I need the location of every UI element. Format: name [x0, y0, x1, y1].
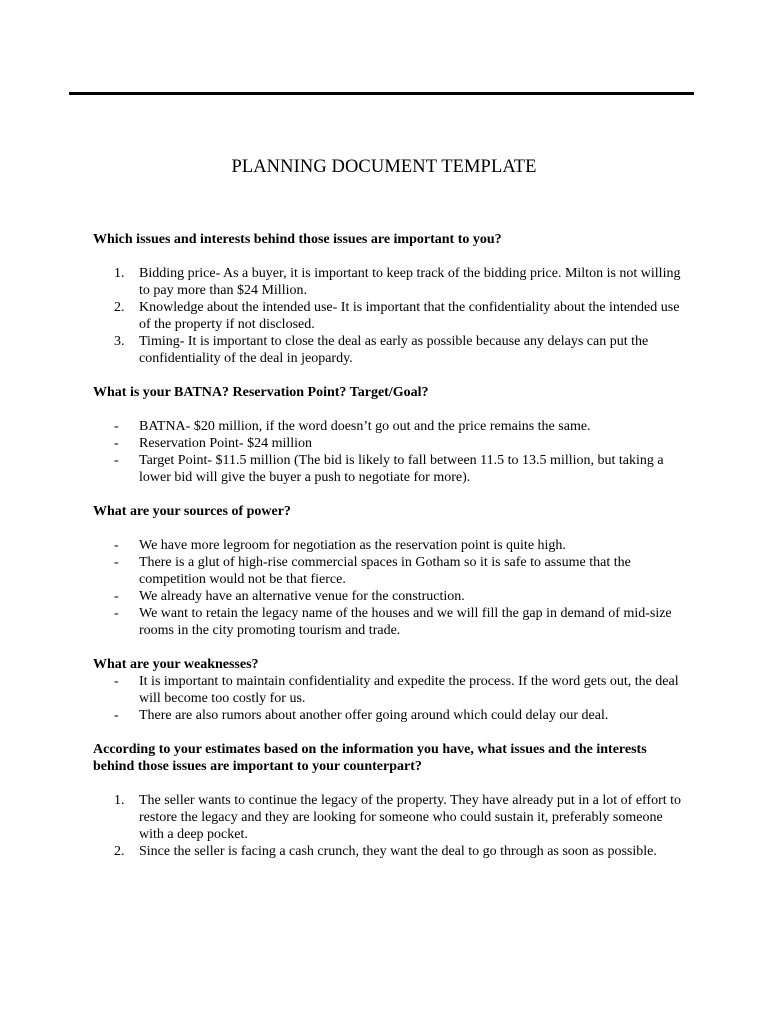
section-heading-power: What are your sources of power?	[93, 504, 291, 519]
list-item: 2. Since the seller is facing a cash crunch, they want the deal to go through as soon as possible.	[114, 844, 657, 859]
section-heading-weaknesses: What are your weaknesses?	[93, 657, 259, 672]
list-item: - There is a glut of high-rise commercial spaces in Gotham so it is safe to assume that the competition would not be that fierce.	[114, 555, 631, 587]
list-item: - We want to retain the legacy name of the houses and we will fill the gap in demand of mid-size rooms in the city promoting tourism and trade.	[114, 606, 672, 638]
section-heading-issues: Which issues and interests behind those issues are important to you?	[93, 232, 502, 247]
list-item: - We already have an alternative venue for the construction.	[114, 589, 465, 604]
section-heading-batna: What is your BATNA? Reservation Point? Target/Goal?	[93, 385, 429, 400]
section-heading-counterpart: According to your estimates based on the information you have, what issues and the interests behind those issues are important to your counterpart?	[93, 742, 647, 774]
header-rule	[69, 92, 694, 95]
list-item: - Reservation Point- $24 million	[114, 436, 313, 451]
list-item: 1. Bidding price- As a buyer, it is important to keep track of the bidding price. Milton is not willing to pay more than $24 Million.	[114, 266, 681, 298]
batna-list	[93, 418, 683, 486]
document-body	[93, 231, 683, 860]
list-item: 1. The seller wants to continue the legacy of the property. They have already put in a lot of effort to restore the legacy and they are looking for someone who could sustain it, preferably someone with a deep pocket.	[114, 793, 682, 842]
list-item: - BATNA- $20 million, if the word doesn’t go out and the price remains the same.	[114, 419, 591, 434]
list-item: - There are also rumors about another offer going around which could delay our deal.	[114, 708, 609, 723]
counterpart-list	[93, 792, 683, 860]
document-title: PLANNING DOCUMENT TEMPLATE	[231, 157, 537, 177]
list-item: - We have more legroom for negotiation as the reservation point is quite high.	[114, 538, 566, 553]
list-item: - Target Point- $11.5 million (The bid is likely to fall between 11.5 to 13.5 million, but taking a lower bid will give the buyer a push to negotiate for more).	[114, 453, 664, 485]
weaknesses-list	[93, 673, 683, 724]
list-item: 2. Knowledge about the intended use- It is important that the confidentiality about the intended use of the property if not disclosed.	[114, 300, 680, 332]
list-item: - It is important to maintain confidentiality and expedite the process. If the word gets out, the deal will become too costly for us.	[114, 674, 679, 706]
issues-list	[93, 265, 683, 367]
power-list	[93, 537, 683, 639]
list-item: 3. Timing- It is important to close the deal as early as possible because any delays can put the confidentiality of the deal in jeopardy.	[114, 334, 649, 366]
